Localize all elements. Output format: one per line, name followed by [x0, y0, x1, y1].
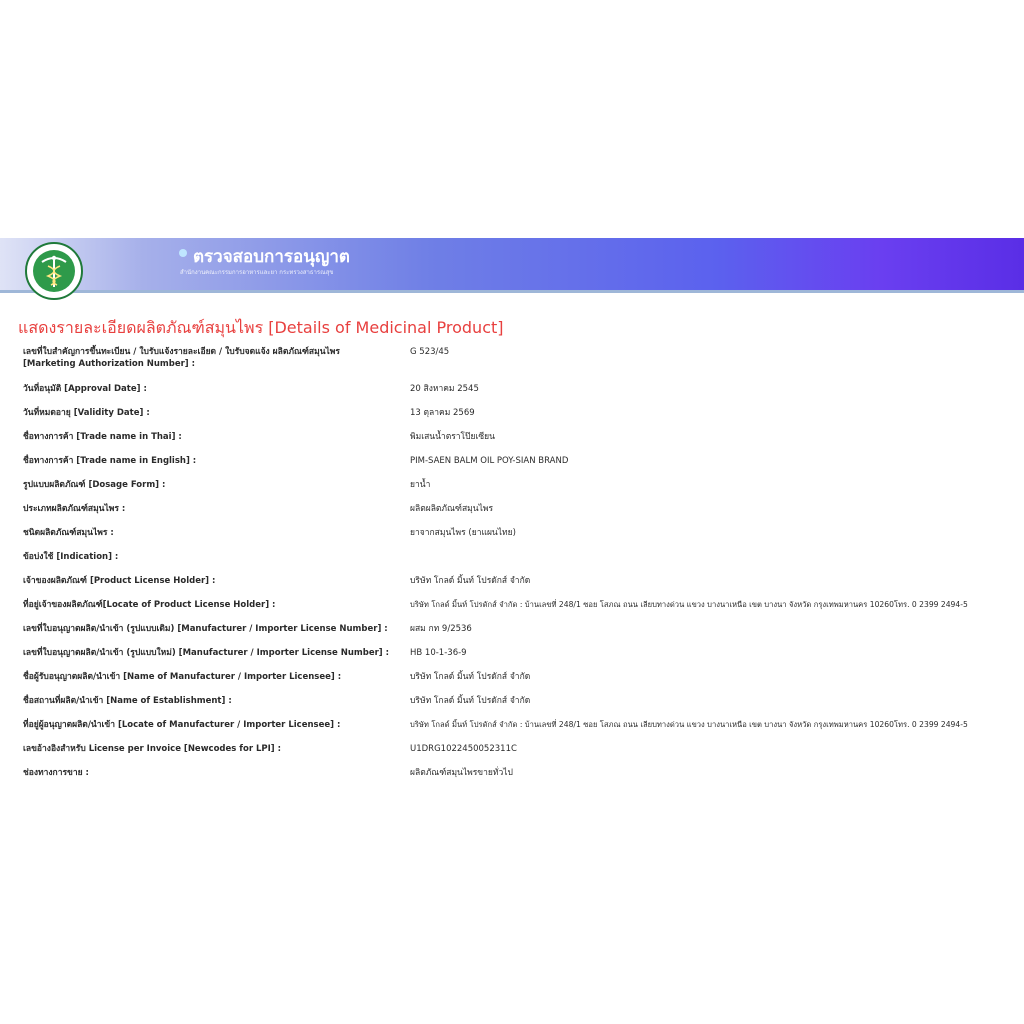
detail-label: ชื่อทางการค้า [Trade name in English] :	[23, 456, 197, 466]
caduceus-icon	[27, 244, 81, 298]
detail-label: เลขที่ใบอนุญาตผลิต/นำเข้า (รูปแบบเดิม) [Manufacturer / Importer License Number] :	[23, 624, 388, 634]
detail-label: ข้อบ่งใช้ [Indication] :	[23, 552, 119, 562]
detail-label: เลขอ้างอิงสำหรับ License per Invoice [Newcodes for LPI] :	[23, 744, 282, 754]
detail-label: ชื่อทางการค้า [Trade name in Thai] :	[23, 432, 182, 442]
detail-row	[23, 346, 449, 370]
detail-label: วันที่อนุมัติ [Approval Date] :	[23, 384, 147, 394]
detail-label: ประเภทผลิตภัณฑ์สมุนไพร :	[23, 504, 126, 514]
detail-value: G 523/45	[410, 347, 450, 357]
detail-row	[23, 503, 493, 515]
detail-row	[23, 671, 530, 683]
detail-label: ชื่อสถานที่ผลิต/นำเข้า [Name of Establishment] :	[23, 696, 232, 706]
page-title: แสดงรายละเอียดผลิตภัณฑ์สมุนไพร [Details of Medicinal Product]	[18, 318, 504, 337]
header-banner	[0, 238, 1024, 290]
detail-row	[23, 431, 495, 443]
detail-row	[23, 551, 410, 563]
detail-value: HB 10-1-36-9	[410, 648, 467, 658]
detail-value: ยาน้ำ	[410, 480, 431, 490]
detail-row	[23, 743, 517, 755]
detail-row	[23, 695, 530, 707]
site-title: ตรวจสอบการอนุญาต	[193, 247, 350, 267]
detail-row	[23, 455, 568, 467]
detail-value: ยาจากสมุนไพร (ยาแผนไทย)	[410, 528, 516, 538]
detail-row	[23, 407, 475, 419]
detail-label: เลขที่ใบสำคัญการขึ้นทะเบียน / ใบรับแจ้งรายละเอียด / ใบรับจดแจ้ง ผลิตภัณฑ์สมุนไพร [Marketing Authorization Number] :	[23, 347, 340, 369]
detail-row	[23, 383, 479, 395]
detail-label: ช่องทางการขาย :	[23, 768, 89, 778]
detail-row	[23, 575, 530, 587]
detail-value: 20 สิงหาคม 2545	[410, 384, 479, 394]
detail-row	[23, 527, 516, 539]
detail-row	[23, 719, 968, 731]
detail-value: U1DRG1022450052311C	[410, 744, 517, 754]
detail-value: ผลิตผลิตภัณฑ์สมุนไพร	[410, 504, 494, 514]
detail-label: ที่อยู่ผู้อนุญาตผลิต/นำเข้า [Locate of Manufacturer / Importer Licensee] :	[23, 720, 341, 730]
title-bullet-icon	[179, 249, 187, 257]
detail-value: บริษัท โกลด์ มิ้นท์ โปรดักส์ จำกัด	[410, 576, 531, 586]
detail-label: วันที่หมดอายุ [Validity Date] :	[23, 408, 150, 418]
detail-label: เลขที่ใบอนุญาตผลิต/นำเข้า (รูปแบบใหม่) [Manufacturer / Importer License Number] :	[23, 648, 390, 658]
header-divider	[0, 290, 1024, 293]
detail-label: ชื่อผู้รับอนุญาตผลิต/นำเข้า [Name of Manufacturer / Importer Licensee] :	[23, 672, 342, 682]
detail-label: รูปแบบผลิตภัณฑ์ [Dosage Form] :	[23, 480, 166, 490]
detail-value: ผลิตภัณฑ์สมุนไพรขายทั่วไป	[410, 768, 513, 778]
detail-value: บริษัท โกลด์ มิ้นท์ โปรดักส์ จำกัด	[410, 696, 531, 706]
detail-value: PIM-SAEN BALM OIL POY-SIAN BRAND	[410, 456, 569, 466]
detail-value: พิมเสนน้ำตราโป๊ยเซียน	[410, 432, 495, 442]
detail-row	[23, 599, 968, 611]
detail-value: 13 ตุลาคม 2569	[410, 408, 475, 418]
detail-value: บริษัท โกลด์ มิ้นท์ โปรดักส์ จำกัด	[410, 672, 531, 682]
ministry-seal-logo	[25, 242, 83, 300]
detail-label: ชนิดผลิตภัณฑ์สมุนไพร :	[23, 528, 114, 538]
site-subtitle: สำนักงานคณะกรรมการอาหารและยา กระทรวงสาธารณสุข	[180, 269, 334, 276]
detail-value: บริษัท โกลด์ มิ้นท์ โปรดักส์ จำกัด : บ้านเลขที่ 248/1 ซอย โสภณ ถนน เลียบทางด่วน แขวง บางนาเหนือ เขต บางนา จังหวัด กรุงเทพมหานคร 10260โทร. 0 2399 2494-5	[410, 600, 968, 609]
detail-value: บริษัท โกลด์ มิ้นท์ โปรดักส์ จำกัด : บ้านเลขที่ 248/1 ซอย โสภณ ถนน เลียบทางด่วน แขวง บางนาเหนือ เขต บางนา จังหวัด กรุงเทพมหานคร 10260โทร. 0 2399 2494-5	[410, 720, 968, 729]
detail-value: ผสม กท 9/2536	[410, 624, 472, 634]
detail-row	[23, 623, 472, 635]
detail-row	[23, 479, 430, 491]
detail-row	[23, 767, 513, 779]
detail-row	[23, 647, 467, 659]
detail-label: เจ้าของผลิตภัณฑ์ [Product License Holder] :	[23, 576, 216, 586]
detail-label: ที่อยู่เจ้าของผลิตภัณฑ์[Locate of Product License Holder] :	[23, 600, 276, 610]
